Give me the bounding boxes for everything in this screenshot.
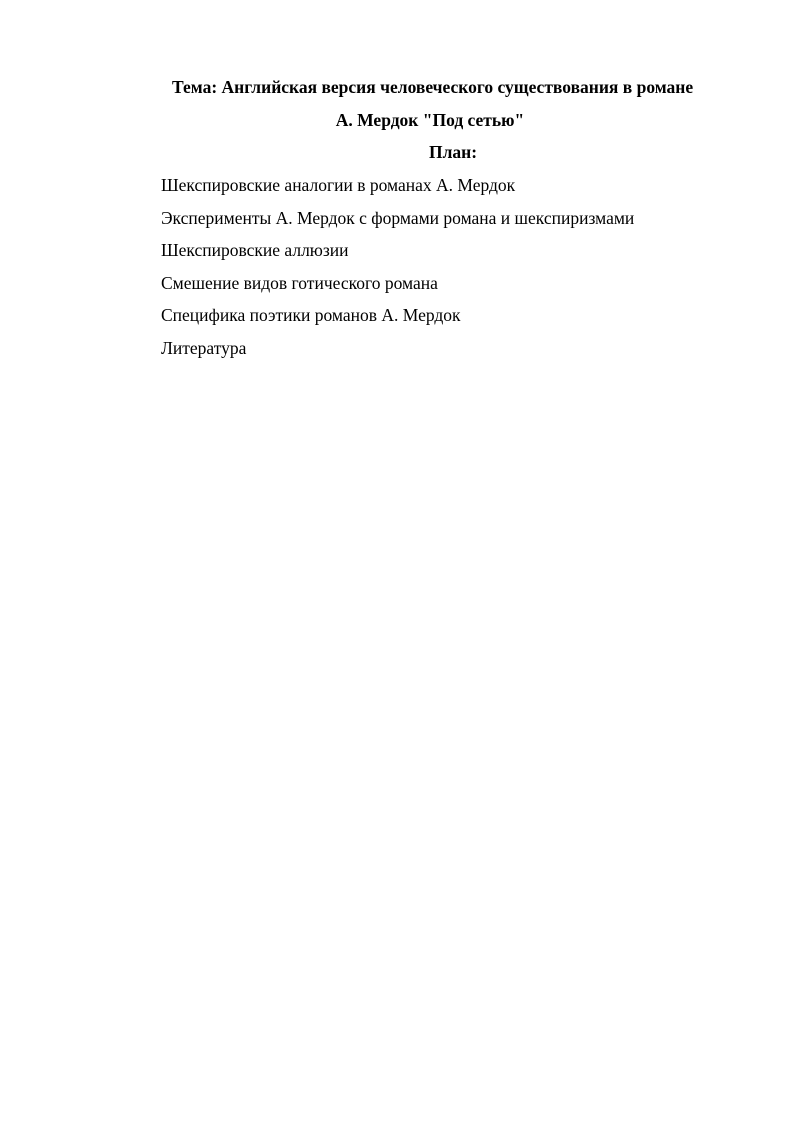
plan-heading: План: bbox=[428, 142, 478, 162]
plan-item-4: Смешение видов готического романа bbox=[161, 272, 438, 293]
document-title-line-2: А. Мердок "Под сетью" bbox=[335, 110, 525, 130]
plan-item-3: Шекспировские аллюзии bbox=[161, 240, 349, 260]
plan-item-5: Специфика поэтики романов А. Мердок bbox=[161, 305, 461, 325]
document-title-line-1: Тема: Английская версия человеческого существования в романе bbox=[172, 77, 694, 97]
plan-item-1: Шекспировские аналогии в романах А. Мердок bbox=[161, 175, 516, 195]
plan-item-6: Литература bbox=[161, 337, 247, 358]
plan-item-2: Эксперименты А. Мердок с формами романа и шекспиризмами bbox=[161, 207, 635, 228]
plan-list bbox=[161, 174, 634, 369]
